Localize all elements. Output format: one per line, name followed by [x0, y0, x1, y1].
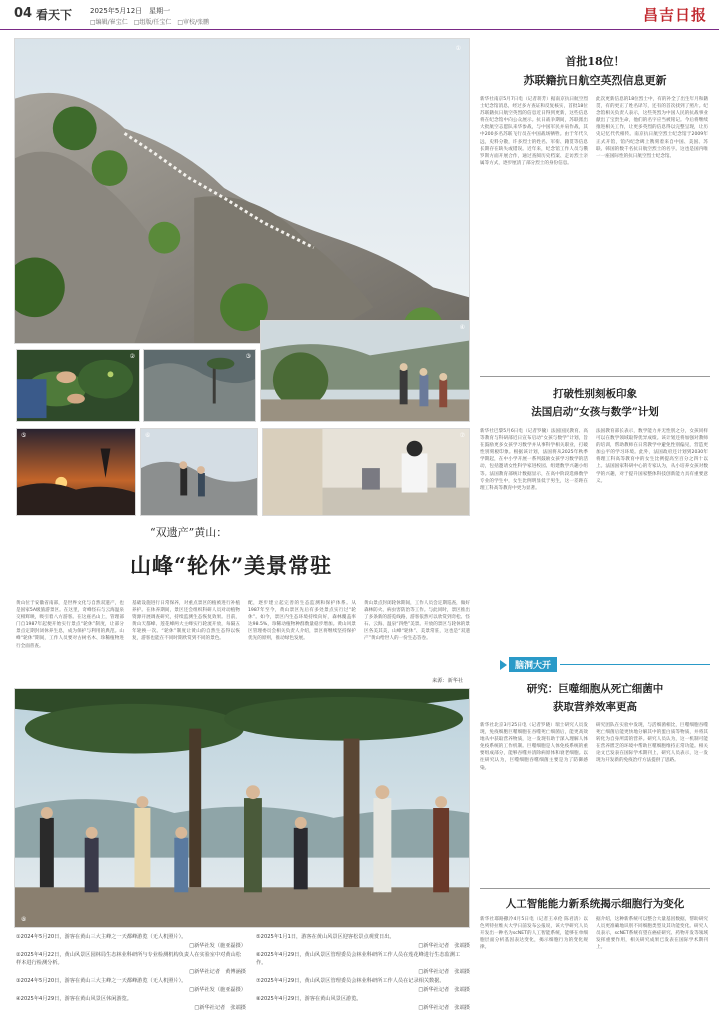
- photo-rock-pine: [143, 349, 256, 422]
- feature-col-3: 配，逐步建立起完善的生态监测和保护体系。从1987年至今，黄山景区先后有多处景点实行过“轮休”。如今，景区内生态环境持续向好，森林覆盖率达98.5%，珍稀动植物种群数量稳步增加。黄山风景区管理委员会相关负责人介绍，景区将继续坚持保护优先的原则，推动绿色发展。: [248, 601, 356, 642]
- photo-tourists-pine: [14, 688, 470, 928]
- article3-col-1: 新华社北京3月25日电（记者罗晓）瑞士研究人员发现，免疫细胞巨噬细胞在吞噬死亡细菌后，能更高效地从中获取营养物质，这一发现有助于深入理解人体免疫系统的工作机制。巨噬细胞是人体免疫系统的重要组成部分，能够吞噬并清除病原体和衰老细胞。以往研究认为，巨噬细胞吞噬细菌主要是为了防御感染。: [480, 723, 588, 771]
- caption-5: ⑤2025年1月1日，游客在黄山风景区迎客松景点观赏日出。: [256, 934, 395, 940]
- caption-8-credit: □新华社记者 张端摄: [418, 1005, 470, 1011]
- photo-visitors-overlook: [260, 320, 470, 422]
- tag-rule: [560, 664, 710, 665]
- photo-number: ②: [129, 353, 135, 360]
- photo-captions-left: [16, 933, 246, 1013]
- article2-title-line1: 打破性别刻板印象: [553, 388, 637, 400]
- caption-4-credit: □新华社记者 张端摄: [194, 1005, 246, 1011]
- caption-2: ②2025年4月22日，黄山风景区园林局生态林业科研所与专业检测机构负责人在实验室中对黄山松样本进行检测分析。: [16, 952, 241, 966]
- caption-3: ③2024年5月20日，游客在黄山三大主峰之一天都峰游览（无人机照片）。: [16, 978, 187, 984]
- tag-arrow-icon: [500, 660, 507, 670]
- feature-subhead: “双遗产”黄山：: [150, 526, 228, 539]
- caption-4: ④2025年4月29日，游客在黄山风景区休闲游览。: [16, 996, 132, 1002]
- photo-number: ④: [459, 324, 465, 331]
- article4-col-1: 新华社耶路撒冷4月5日电（记者王卓伦 陈君清）以色列特拉维夫大学日前发布公报说，该大学研究人员开发出一种名为scNET的人工智能系统，能够在单细胞层面分析基因表达变化，揭示细胞行为的变化规律。: [480, 917, 588, 951]
- article3-title-line2: 获取营养效率更高: [553, 701, 637, 713]
- article4-col-2: 据介绍，这种新系统可以整合大量基因数据，帮助研究人员更准确地识别不同细胞类型及其功能变化。研究人员表示，scNET系统有望在癌症研究、药物开发等领域发挥重要作用，相关研究成果已发表在国际学术期刊上。: [596, 917, 708, 951]
- caption-1-credit: □新华社发（施亚磊摄）: [189, 943, 246, 949]
- caption-6: ⑥2025年4月29日，黄山风景区管理委员会林业科研所工作人员在莲花峰进行生态监测工作。: [256, 952, 461, 966]
- photo-number: ⑦: [459, 432, 465, 439]
- photo-lab: [262, 428, 470, 516]
- divider: [480, 888, 710, 889]
- article1-title: 苏联籍抗日航空英烈信息更新: [523, 74, 667, 87]
- editor-credits: □编辑/崔宝仁 □组版/任宝仁 □审校/张鹏: [90, 19, 210, 26]
- feature-headline: 山峰“轮休”美景常驻: [130, 553, 333, 578]
- article2-col-1: 新华社巴黎5月6日电（记者罗毓）法国国民教育、高等教育与科研部近日宣布启动“女孩与数学”计划，旨在鼓励更多女孩学习数学并从事科学相关职业，打破性别刻板印象。根据该计划，法国将从2025年秋季学期起，在中小学开展一系列鼓励女孩学习数学的活动，包括邀请女性科学家进校园、组建数学兴趣小组等。法国教育部统计数据显示，在高中阶段选修数学专业的学生中，女生比例明显低于男生，这一差距在理工科高等教育中更为显著。: [480, 429, 588, 491]
- photo-workers-peak: [140, 428, 258, 516]
- photo-sunrise: [16, 428, 136, 516]
- article3-col-2: 研究团队在实验中发现，与活细菌相比，巨噬细胞吞噬死亡细菌后能更快地分解其中的蛋白质等物质，并将其转化为自身所需的营养。研究人员认为，这一机制可能在营养匮乏的环境中帮助巨噬细胞维持正常功能。相关论文已发表在国际学术期刊上，研究人员表示，这一发现为开发新的免疫治疗方法提供了思路。: [596, 723, 708, 764]
- photo-plant-sample: [16, 349, 140, 422]
- article2-col-2: 法国教育部长表示，数学能力并无性别之分，女孩同样可以在数学领域取得优异成绩。该计划还将加强对教师的培训，帮助教师在日常教学中避免性别偏见，营造更加公平的学习环境。此外，法国政府还计划到2030年将理工科高等教育中的女生比例提高至百分之四十以上。法国国家科研中心的专家认为，从小培养女孩对数学的兴趣，对于提升国家整体科技创新能力具有重要意义。: [596, 429, 708, 484]
- caption-8: ⑧2025年4月29日，游客在黄山风景区游览。: [256, 996, 362, 1002]
- caption-7: ⑦2025年4月29日，黄山风景区管理委员会林业科研所工作人员在记录相关数据。: [256, 978, 445, 984]
- article1-col-2: 此次更新信息的18位烈士中，有的补全了出生年月和籍贯，有的更正了姓名译写，还有的首次找到了照片。纪念馆相关负责人表示，这些英烈为中国人民的抗战事业献出了宝贵生命，他们的名字应当被铭记。今后将继续推进相关工作，让更多英烈的信息得以完整呈现，让历史记忆代代相传。南京抗日航空烈士纪念馆于2009年正式开馆，馆内纪念碑上镌刻着来自中国、美国、苏联、韩国的数千名抗日航空烈士的名字。这也是国内唯一一座国际性的抗日航空烈士纪念馆。: [596, 97, 708, 159]
- caption-1: ①2024年5月20日，游客在黄山三大主峰之一天都峰游览（无人机照片）。: [16, 934, 187, 940]
- feature-source: 来源：新华社: [432, 678, 464, 684]
- divider: [480, 376, 710, 377]
- section-tag: [500, 657, 560, 672]
- photo-number: ⑧: [21, 916, 27, 923]
- section-tag-label: 脑洞大开: [509, 657, 557, 672]
- masthead: [0, 0, 719, 30]
- newspaper-logo: 昌吉日报: [642, 6, 707, 24]
- section-title: 看天下: [36, 8, 73, 22]
- article4-title: 人工智能能力新系统揭示细胞行为变化: [505, 898, 685, 910]
- article1-col-1: 新华社南京5月7日电（记者蒋芳）据南京抗日航空烈士纪念馆消息，经过多方查证和反复核实，首批18位苏联籍抗日航空英烈的信息近日得到更新，这些信息将在纪念馆中向公众展示。抗日战争期间，苏联派出大批航空志愿队来华参战，与中国军民并肩作战，其中200多名苏联飞行员在中国战场牺牲。由于年代久远，史料分散，许多烈士的姓名、军衔、籍贯等信息长期存在缺失或错误。近年来，纪念馆工作人员与俄罗斯方面开展合作，通过查阅历史档案、走访烈士亲属等方式，逐步厘清了部分烈士的身份信息。: [480, 97, 588, 166]
- article3-title-line1: 研究：巨噬细胞从死亡细菌中: [526, 683, 664, 695]
- photo-tiandu-peak: [14, 38, 470, 344]
- article1-subtitle: 首批18位！: [565, 55, 625, 68]
- photo-number: ①: [455, 45, 461, 52]
- caption-5-credit: □新华社记者 张端摄: [418, 943, 470, 949]
- feature-col-4: 黄山景点封闭轮休期间，工作人员会定期巡查，做好森林防火、病虫害防治等工作。与此同时，景区推出了多条新的游览线路，游客依然可以欣赏到奇松、怪石、云海、温泉“四绝”美景。开放的景区与轮休的景区各美其美，山峰“轮休”、美景常驻，这也是“双遗产”黄山给世人的一份生态答卷。: [364, 601, 470, 642]
- photo-captions-right: [256, 933, 470, 1013]
- caption-7-credit: □新华社记者 张端摄: [418, 987, 470, 993]
- photo-number: ⑥: [145, 432, 151, 439]
- issue-date: 2025年5月12日 星期一: [90, 7, 171, 15]
- caption-3-credit: □新华社发（施亚磊摄）: [189, 987, 246, 993]
- feature-col-1: 黄山位于安徽省南部，是世界文化与自然双遗产，也是国家5A级旅游景区。在这里，奇峰怪石与云海温泉交相辉映，吸引着八方游客。在这座名山上，管理部门自1987年起便开始实行景点“轮休”制度，让部分景点定期封闭休养生息，成为保护与利用的典范。山峰“轮休”期间，工作人员要对古树名木、珍稀植物进行全面普查。: [16, 601, 124, 649]
- article2-title-line2: 法国启动“女孩与数学”计划: [531, 406, 659, 418]
- photo-number: ③: [245, 353, 251, 360]
- page-number: 04: [14, 6, 33, 21]
- caption-2-credit: □新华社记者 黄博涵摄: [189, 969, 246, 975]
- photo-number: ⑤: [21, 432, 27, 439]
- caption-6-credit: □新华社记者 张端摄: [418, 969, 470, 975]
- feature-col-2: 基础设施进行日常保养，对重点景区的植被进行补植养护。在休养期间，景区还会组织科研人员对动植物资源开展调查研究，持续监测生态恢复效果。目前，黄山天都峰、莲花峰两大主峰实行轮流开放，每隔五年轮换一次。“轮休”制度让黄山的自然生态得以恢复，游客也能在不同时期欣赏到不同的景色。: [132, 601, 240, 642]
